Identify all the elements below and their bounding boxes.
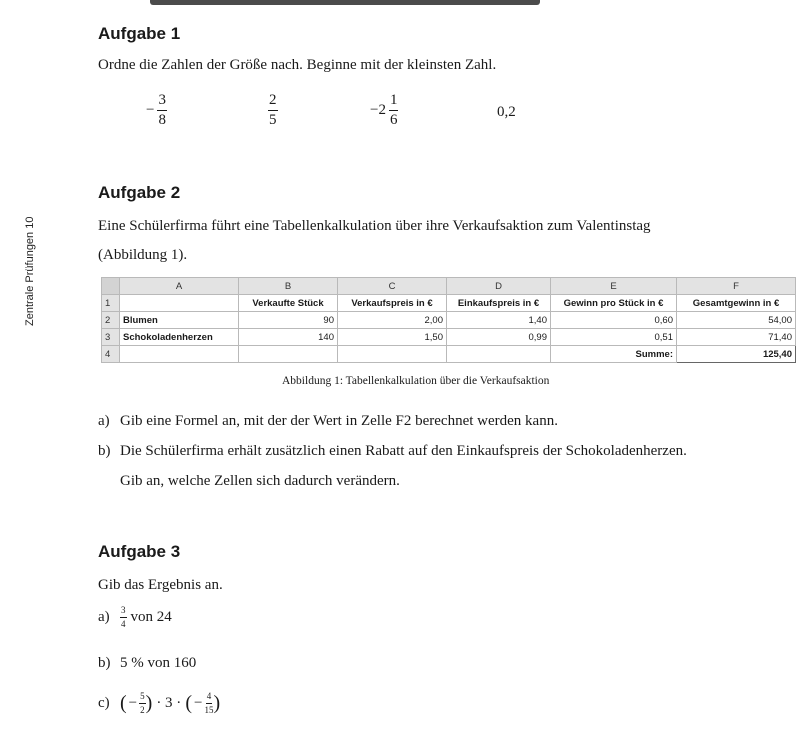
minus-sign: − bbox=[193, 695, 203, 711]
multiplication-text: · 3 · bbox=[156, 695, 182, 711]
table-row bbox=[102, 295, 796, 312]
denominator: 4 bbox=[121, 619, 126, 629]
task2-part-a bbox=[98, 413, 558, 430]
table-cell: 2,00 bbox=[338, 312, 447, 329]
part-text: Die Schülerfirma erhält zusätzlich einen Rabatt auf den Einkaufspreis der Schokoladenherzen. bbox=[120, 443, 687, 459]
table-cell bbox=[120, 346, 239, 363]
sheet-corner bbox=[102, 278, 120, 295]
column-letter: A bbox=[120, 278, 239, 295]
close-paren: ) bbox=[145, 692, 153, 714]
sum-value-cell: 125,40 bbox=[677, 346, 796, 363]
whole-part: −2 bbox=[370, 102, 386, 118]
denominator: 5 bbox=[269, 112, 277, 128]
fraction bbox=[120, 606, 127, 629]
number-minus-two-and-one-sixth bbox=[370, 93, 398, 128]
number-zero-point-two: 0,2 bbox=[497, 104, 516, 120]
open-paren: ( bbox=[120, 692, 127, 714]
column-letter: E bbox=[551, 278, 677, 295]
column-header-row bbox=[102, 278, 796, 295]
task2-heading: Aufgabe 2 bbox=[98, 183, 181, 202]
task3-part-b bbox=[98, 655, 196, 672]
part-text: 5 % von 160 bbox=[120, 655, 197, 671]
fraction bbox=[157, 93, 167, 128]
row-number: 3 bbox=[102, 329, 120, 346]
task2-part-b-line2: Gib an, welche Zellen sich dadurch verändern. bbox=[120, 473, 400, 489]
column-letter: C bbox=[338, 278, 447, 295]
task2-intro-line2: (Abbildung 1). bbox=[98, 247, 188, 263]
column-letter: B bbox=[239, 278, 338, 295]
part-label: a) bbox=[98, 609, 110, 625]
open-paren: ( bbox=[185, 692, 192, 714]
table-cell: 1,40 bbox=[447, 312, 551, 329]
sum-label-cell: Summe: bbox=[551, 346, 677, 363]
row-number: 2 bbox=[102, 312, 120, 329]
denominator: 8 bbox=[158, 112, 166, 128]
fraction bbox=[389, 93, 399, 128]
table-row bbox=[102, 312, 796, 329]
header-cell: Verkaufte Stück bbox=[239, 295, 338, 312]
header-cell bbox=[120, 295, 239, 312]
table-cell bbox=[338, 346, 447, 363]
part-label: b) bbox=[98, 655, 111, 671]
header-cell: Gesamtgewinn in € bbox=[677, 295, 796, 312]
task3-heading: Aufgabe 3 bbox=[98, 542, 181, 561]
task2-part-b bbox=[98, 443, 687, 460]
task3-instruction: Gib das Ergebnis an. bbox=[98, 577, 223, 593]
header-cell: Einkaufspreis in € bbox=[447, 295, 551, 312]
part-label: b) bbox=[98, 443, 111, 459]
numerator: 5 bbox=[139, 692, 146, 704]
table-cell: 90 bbox=[239, 312, 338, 329]
table-cell: 140 bbox=[239, 329, 338, 346]
side-label: Zentrale Prüfungen 10 bbox=[24, 216, 36, 326]
task3-part-a bbox=[98, 606, 172, 629]
table-row bbox=[102, 346, 796, 363]
table-cell bbox=[239, 346, 338, 363]
header-cell: Gewinn pro Stück in € bbox=[551, 295, 677, 312]
row-number: 1 bbox=[102, 295, 120, 312]
column-letter: F bbox=[677, 278, 796, 295]
column-letter: D bbox=[447, 278, 551, 295]
denominator: 15 bbox=[204, 705, 214, 715]
numerator: 4 bbox=[206, 692, 213, 704]
part-text: Gib eine Formel an, mit der der Wert in Zelle F2 berechnet werden kann. bbox=[120, 413, 558, 429]
figure-caption: Abbildung 1: Tabellenkalkulation über die Verkaufsaktion bbox=[282, 375, 550, 387]
numerator: 3 bbox=[157, 93, 167, 111]
task2-intro-line1: Eine Schülerfirma führt eine Tabellenkalkulation über ihre Verkaufsaktion zum Valentinstag bbox=[98, 218, 651, 234]
part-text: von 24 bbox=[130, 609, 172, 625]
minus-sign: − bbox=[146, 102, 155, 118]
numerator: 3 bbox=[120, 606, 127, 618]
table-cell: 0,60 bbox=[551, 312, 677, 329]
minus-sign: − bbox=[128, 695, 138, 711]
number-two-fifths bbox=[268, 93, 278, 128]
table-cell bbox=[447, 346, 551, 363]
row-number: 4 bbox=[102, 346, 120, 363]
table-cell: 71,40 bbox=[677, 329, 796, 346]
part-label: a) bbox=[98, 413, 110, 429]
number-minus-three-eighths bbox=[146, 93, 167, 128]
task1-instruction: Ordne die Zahlen der Größe nach. Beginne mit der kleinsten Zahl. bbox=[98, 57, 497, 73]
fraction bbox=[268, 93, 278, 128]
task3-part-c bbox=[98, 692, 220, 715]
denominator: 6 bbox=[389, 112, 398, 128]
table-row bbox=[102, 329, 796, 346]
task1-heading: Aufgabe 1 bbox=[98, 24, 181, 43]
spreadsheet bbox=[101, 277, 796, 363]
numerator: 1 bbox=[389, 93, 399, 111]
close-paren: ) bbox=[213, 692, 221, 714]
fraction bbox=[204, 692, 213, 715]
table-cell: Blumen bbox=[120, 312, 239, 329]
table-cell: 1,50 bbox=[338, 329, 447, 346]
header-cell: Verkaufspreis in € bbox=[338, 295, 447, 312]
table-cell: 54,00 bbox=[677, 312, 796, 329]
table-cell: 0,99 bbox=[447, 329, 551, 346]
top-banner-bar bbox=[150, 0, 540, 5]
denominator: 2 bbox=[140, 705, 145, 715]
table-cell: 0,51 bbox=[551, 329, 677, 346]
table-cell: Schokoladenherzen bbox=[120, 329, 239, 346]
numerator: 2 bbox=[268, 93, 278, 111]
part-label: c) bbox=[98, 695, 110, 711]
